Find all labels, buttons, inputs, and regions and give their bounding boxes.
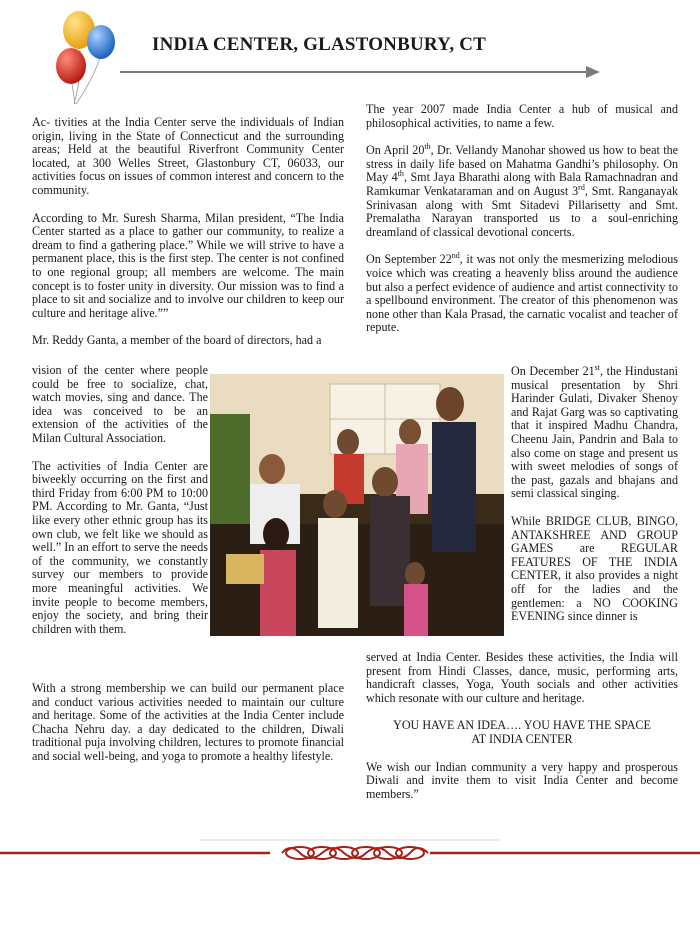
page-title: INDIA CENTER, GLASTONBURY, CT bbox=[152, 34, 487, 55]
event-photo bbox=[210, 374, 504, 636]
paragraph: On December 21st, the Hindustani musical presentation by Shri Harinder Gulati, Divaker Shenoy and Rajat Garg was so captivating that it inspired Madhu Chandra, Cheenu Jain, Pandrin and Bala to also come on stage and present us with sweet melodies of songs of the past, gazals and bhajans and semi classical singing. bbox=[511, 362, 678, 501]
paragraph: Mr. Reddy Ganta, a member of the board of directors, had a bbox=[32, 333, 322, 348]
paragraph: Ac- tivities at the India Center serve the individuals of Indian origin, living in the State of Connecticut and the surrounding areas; Held at the beautiful Riverfront Community Center located, at 300 Welles Street, Glastonbury CT, 06033, our activities focus on issues of common interest and concern to the community. bbox=[32, 115, 344, 197]
right-column bbox=[366, 103, 678, 349]
paragraph: According to Mr. Suresh Sharma, Milan president, “The India Center started as a place to gather our community, to realize a dream to find a gathering place.” While we will strive to have a permanent place, this is the first step. The center is not confined to one regional group; all members are welcome. The main concept is to foster unity in diversity. Our mission was to find a place to sit and socialize and to involve our children to keep our culture and heritage alive.”” bbox=[32, 210, 344, 320]
left-bottom-column bbox=[32, 682, 344, 764]
right-narrow-column bbox=[511, 362, 678, 624]
slogan bbox=[366, 719, 678, 746]
paragraph: vision of the center where people could be free to socialize, chat, watch movies, sing and dance. The idea was conceived to be an extension of the activities of the Milan Cultural Association. bbox=[32, 363, 208, 445]
right-bottom-column bbox=[366, 651, 678, 815]
left-column bbox=[32, 116, 344, 348]
header-arrow bbox=[120, 64, 600, 80]
footer-ornament-icon bbox=[0, 838, 700, 868]
slogan-line: AT INDIA CENTER bbox=[471, 731, 573, 746]
left-narrow-column bbox=[32, 364, 208, 650]
paragraph: served at India Center. Besides these activities, the India will present from Hindi Classes, dance, music, performing arts, handicraft classes, Yoga, Youth socials and other activities which resonate with our culture and heritage. bbox=[366, 650, 678, 705]
slogan-line: YOU HAVE AN IDEA…. YOU HAVE THE SPACE bbox=[393, 718, 651, 733]
paragraph: On April 20th, Dr. Vellandy Manohar showed us how to beat the stress in daily life based on Mahatma Gandhi’s philosophy. On May 4th, Smt Jaya Bharathi along with Bala Ramachnadran and Ramkumar Venkataraman and on August 3rd, Smt. Ranganayak Srinivasan along with Smt Sitadevi Pillarisetty and Smt. Premalatha Narayan transported us to a soul-enriching dreamland of classical devotional concerts. bbox=[366, 142, 678, 239]
paragraph: On September 22nd, it was not only the mesmerizing melodious voice which was creating a heavenly bliss around the audience but also a perfect evidence of audience and artist connectivity to a spellbound environment. The creator of this phenomenon was none other than Kala Prasad, the carnatic vocalist and teacher of repute. bbox=[366, 251, 678, 335]
paragraph: The year 2007 made India Center a hub of musical and philosophical activities, to name a few. bbox=[366, 102, 678, 130]
paragraph: The activities of India Center are biweekly occurring on the first and third Friday from 6:00 PM to 10:00 PM. According to Mr. Ganta, “Just like every other ethnic group has its own club, we felt like we should as well.” In an effort to serve the needs of the community, we constantly survey our members to provide more meaningful activities. We invite people to become members, enjoy the society, and bring their children with them. bbox=[32, 458, 208, 636]
paragraph: While BRIDGE CLUB, BINGO, ANTAKSHREE AND GROUP GAMES are REGULAR FEATURES OF THE INDIA CENTER, it also provides a night off for the ladies and the gentlemen: a NO COOKING EVENING since dinner is bbox=[511, 513, 678, 624]
paragraph: With a strong membership we can build our permanent place and conduct various activities needed to maintain our culture and heritage. Some of the activities at the India Center include Chacha Nehru day. a day dedicated to the children, Diwali traditional puja involving children, lectures to promote financial and social well-being, and yoga to promote a healthy lifestyle. bbox=[32, 681, 344, 763]
balloons-icon bbox=[52, 6, 122, 106]
closing-paragraph: We wish our Indian community a very happy and prosperous Diwali and invite them to visit India Center and become members.” bbox=[366, 759, 678, 801]
